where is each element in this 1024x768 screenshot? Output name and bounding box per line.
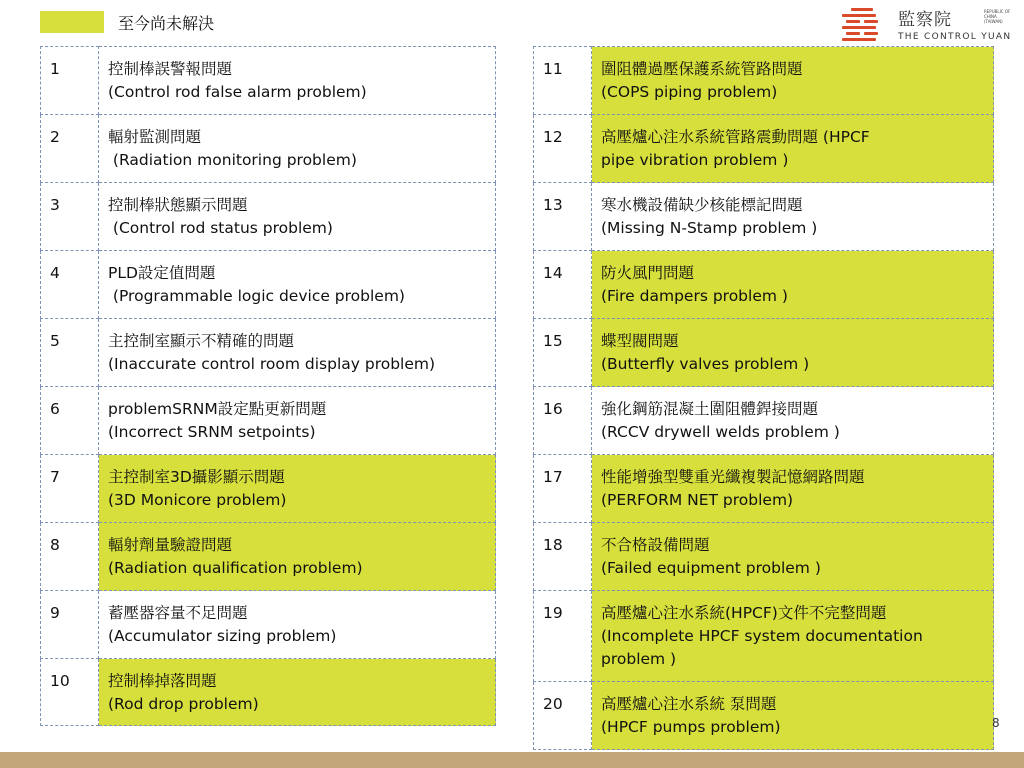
control-yuan-logo <box>842 5 1012 45</box>
issue-description <box>592 47 994 115</box>
issue-description <box>99 455 496 523</box>
issue-row <box>41 523 496 591</box>
issue-number: 7 <box>41 455 99 523</box>
issue-title-en: (Inaccurate control room display problem) <box>108 355 436 373</box>
issue-row <box>41 591 496 659</box>
issue-number: 12 <box>534 115 592 183</box>
issue-title-zh: 主控制室3D攝影顯示問題 <box>108 468 285 486</box>
issue-title-zh: 輻射監測問題 <box>108 128 202 146</box>
issue-title-en: (PERFORM NET problem) <box>601 491 794 509</box>
issue-row <box>41 183 496 251</box>
issue-description <box>592 455 994 523</box>
footer-bar <box>0 752 1024 768</box>
issue-title-zh: 防火風門問題 <box>601 264 695 282</box>
issue-title-zh: 控制棒掉落問題 <box>108 672 217 690</box>
issue-number: 5 <box>41 319 99 387</box>
issue-title-en: (Accumulator sizing problem) <box>108 627 337 645</box>
issue-title-en: (Failed equipment problem ) <box>601 559 821 577</box>
issue-description <box>99 591 496 659</box>
issue-description <box>592 523 994 591</box>
issue-title-en: (Radiation monitoring problem) <box>108 151 357 169</box>
issue-title-zh: 輻射劑量驗證問題 <box>108 536 233 554</box>
issue-row <box>534 183 994 251</box>
issue-description <box>592 115 994 183</box>
issue-number: 2 <box>41 115 99 183</box>
legend-label: 至今尚未解決 <box>118 13 215 33</box>
issue-title-en: (Rod drop problem) <box>108 695 259 713</box>
issue-number: 14 <box>534 251 592 319</box>
issue-row <box>41 659 496 726</box>
issue-title-en: (Butterfly valves problem ) <box>601 355 810 373</box>
issue-description <box>592 251 994 319</box>
issue-title-zh: 強化鋼筋混凝土圍阻體銲接問題 <box>601 400 819 418</box>
issue-title-zh: 控制棒狀態顯示問題 <box>108 196 248 214</box>
issue-row <box>534 455 994 523</box>
issue-number: 15 <box>534 319 592 387</box>
issue-description <box>99 387 496 455</box>
issue-title-zh: 控制棒誤警報問題 <box>108 60 233 78</box>
issue-title-zh: 蓄壓器容量不足問題 <box>108 604 248 622</box>
issue-row <box>41 455 496 523</box>
issue-row <box>41 387 496 455</box>
issue-row <box>534 319 994 387</box>
issue-title-zh: 高壓爐心注水系統 泵問題 <box>601 695 777 713</box>
issue-row <box>41 47 496 115</box>
issue-number: 18 <box>534 523 592 591</box>
issue-title-en: problem ) <box>601 650 677 668</box>
issue-number: 9 <box>41 591 99 659</box>
issue-title-en: (Missing N-Stamp problem ) <box>601 219 818 237</box>
issue-number: 13 <box>534 183 592 251</box>
issue-description <box>592 591 994 682</box>
issue-row <box>534 523 994 591</box>
issue-description <box>592 682 994 750</box>
issue-row <box>534 115 994 183</box>
issue-title-zh: 圍阻體過壓保護系統管路問題 <box>601 60 803 78</box>
issue-title-zh: problemSRNM設定點更新問題 <box>108 400 327 418</box>
issue-number: 4 <box>41 251 99 319</box>
issue-description <box>99 319 496 387</box>
issue-title-en: (Incorrect SRNM setpoints) <box>108 423 316 441</box>
issue-number: 10 <box>41 659 99 726</box>
issue-description <box>99 523 496 591</box>
issue-number: 8 <box>41 523 99 591</box>
issue-title-zh: 性能增強型雙重光纖複製記憶網路問題 <box>601 468 865 486</box>
issue-title-zh: 寒水機設備缺少核能標記問題 <box>601 196 803 214</box>
issue-row <box>534 591 994 682</box>
issue-row <box>41 319 496 387</box>
issue-number: 19 <box>534 591 592 682</box>
issue-description <box>99 659 496 726</box>
issue-row <box>534 251 994 319</box>
issue-description <box>99 115 496 183</box>
issue-title-zh: PLD設定值問題 <box>108 264 216 282</box>
issue-title-en: pipe vibration problem ) <box>601 151 789 169</box>
control-yuan-logo-mark-icon <box>842 8 882 42</box>
issue-title-en: (Control rod status problem) <box>108 219 333 237</box>
issue-description <box>592 387 994 455</box>
issue-title-en: (Radiation qualification problem) <box>108 559 363 577</box>
issue-title-en: (COPS piping problem) <box>601 83 778 101</box>
issue-title-en: (3D Monicore problem) <box>108 491 287 509</box>
logo-country-text: REPUBLIC OF CHINA (TAIWAN) <box>984 9 1011 24</box>
logo-name-en: THE CONTROL YUAN <box>898 32 1012 42</box>
issue-title-zh: 不合格設備問題 <box>601 536 710 554</box>
issue-title-en: (Programmable logic device problem) <box>108 287 405 305</box>
issue-title-en: (Incomplete HPCF system documentation <box>601 627 923 645</box>
issue-number: 16 <box>534 387 592 455</box>
issue-title-zh: 主控制室顯示不精確的問題 <box>108 332 295 350</box>
issue-title-en: (RCCV drywell welds problem ) <box>601 423 840 441</box>
page-number: 8 <box>992 716 1000 730</box>
issues-table-right <box>533 46 994 750</box>
issue-description <box>592 319 994 387</box>
issue-number: 1 <box>41 47 99 115</box>
issue-number: 20 <box>534 682 592 750</box>
legend-swatch <box>40 11 104 33</box>
logo-name-cn: 監察院 <box>898 10 952 30</box>
legend <box>40 10 214 34</box>
issue-title-zh: 高壓爐心注水系統管路震動問題 (HPCF <box>601 128 870 146</box>
issue-title-zh: 蝶型閥問題 <box>601 332 679 350</box>
issue-number: 17 <box>534 455 592 523</box>
issue-number: 6 <box>41 387 99 455</box>
issue-title-en: (Fire dampers problem ) <box>601 287 788 305</box>
issue-row <box>41 115 496 183</box>
issue-title-en: (HPCF pumps problem) <box>601 718 781 736</box>
issue-title-zh: 高壓爐心注水系統(HPCF)文件不完整問題 <box>601 604 887 622</box>
issue-description <box>99 183 496 251</box>
issue-number: 11 <box>534 47 592 115</box>
issue-title-en: (Control rod false alarm problem) <box>108 83 367 101</box>
issue-description <box>99 47 496 115</box>
issue-row <box>534 387 994 455</box>
issue-description <box>592 183 994 251</box>
issues-table-left <box>40 46 496 726</box>
issue-row <box>534 682 994 750</box>
issue-row <box>534 47 994 115</box>
issue-number: 3 <box>41 183 99 251</box>
issue-row <box>41 251 496 319</box>
issue-description <box>99 251 496 319</box>
